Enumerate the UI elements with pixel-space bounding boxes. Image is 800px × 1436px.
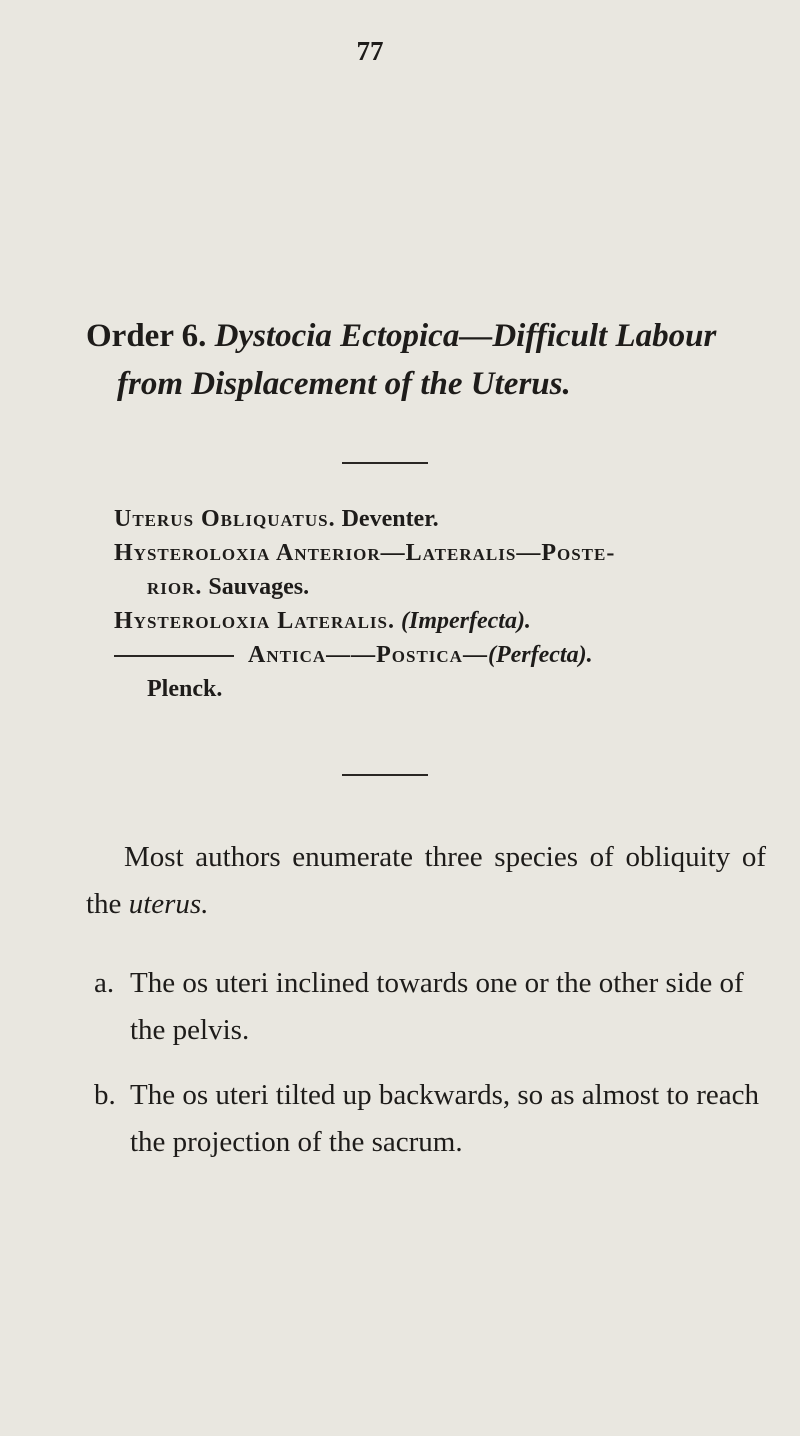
order-name: Dystocia Ectopica—Difficult Labour — [214, 318, 717, 354]
synonym-term: Hysteroloxia Anterior—Lateralis—Poste- — [114, 540, 616, 566]
list-item — [86, 960, 766, 1054]
intro-emphasis: uterus. — [128, 888, 209, 920]
synonym-line — [114, 672, 774, 706]
synonym-variant: (Perfecta). — [487, 642, 593, 668]
list-item — [86, 1072, 766, 1166]
heading-line-2: from Displacement of the Uterus. — [117, 366, 571, 402]
intro-text: Most authors enumerate three species of obliquity of the — [86, 841, 766, 920]
synonym-line — [114, 502, 774, 536]
order-label: Order 6. — [86, 318, 207, 354]
main-text — [86, 834, 766, 1184]
page-number: 77 — [356, 36, 384, 66]
synonym-author: Sauvages. — [208, 574, 310, 600]
item-text: The os uteri inclined towards one or the other side of the pelvis. — [130, 967, 744, 1046]
synonym-line — [114, 536, 774, 570]
synonym-variant: (Imperfecta). — [400, 608, 531, 634]
item-text: The os uteri tilted up backwards, so as almost to reach the projection of the sacrum. — [130, 1079, 759, 1158]
synonym-term: Hysteroloxia Lateralis. — [114, 608, 395, 634]
synonym-term: Antica——Postica— — [248, 642, 488, 668]
synonym-term: Uterus Obliquatus. — [114, 506, 336, 532]
synonym-line — [114, 638, 774, 672]
ditto-dash — [114, 655, 234, 657]
item-marker: b. — [94, 1079, 116, 1111]
synonym-author: Plenck. — [147, 676, 223, 702]
synonym-line — [114, 604, 774, 638]
divider-bottom — [342, 774, 428, 776]
heading-line-1 — [86, 312, 766, 360]
intro-paragraph — [86, 834, 766, 928]
synonyms-block — [114, 502, 774, 706]
synonym-line — [114, 570, 774, 604]
divider-top — [342, 462, 428, 464]
order-heading — [86, 312, 766, 408]
synonym-term: rior. — [147, 574, 203, 600]
synonym-author: Deventer. — [341, 506, 439, 532]
item-marker: a. — [94, 967, 115, 999]
